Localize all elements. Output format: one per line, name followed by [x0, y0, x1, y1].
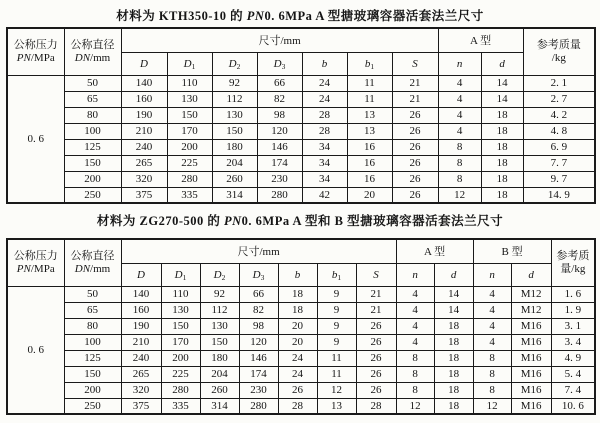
table-cell: 130: [161, 302, 200, 318]
table-cell: 11: [347, 91, 392, 107]
col-header-ref-mass: [551, 239, 595, 286]
table-cell: 180: [212, 139, 257, 155]
col-header-b1: $b_1$: [317, 263, 356, 286]
table-cell: 18: [481, 187, 523, 203]
table-cell: 4: [438, 91, 481, 107]
table1-title-prefix: 材料为 KTH350-10 的: [116, 9, 247, 23]
table-cell: 7. 4: [551, 382, 595, 398]
table-cell: 21: [356, 286, 396, 302]
table-cell: 14. 9: [523, 187, 595, 203]
diameter-symbol: DN: [74, 262, 91, 275]
table-cell: 9: [317, 334, 356, 350]
table-cell: 170: [161, 334, 200, 350]
table-cell: M16: [511, 398, 551, 414]
table-cell: 18: [434, 334, 473, 350]
table-row: [7, 171, 595, 187]
table-row: [7, 139, 595, 155]
table-row: [7, 155, 595, 171]
table-cell: 11: [317, 350, 356, 366]
table-cell: 4. 8: [523, 123, 595, 139]
table-cell: 24: [302, 75, 347, 91]
table-cell: 18: [278, 302, 317, 318]
table-cell: 250: [64, 398, 121, 414]
table-cell: 100: [64, 334, 121, 350]
table-cell: 21: [356, 302, 396, 318]
table-cell: 24: [278, 366, 317, 382]
col-header-D: D: [121, 263, 161, 286]
col-group-type-a: A 型: [396, 239, 473, 263]
table-cell: 210: [121, 123, 167, 139]
table-row: [7, 382, 595, 398]
table-cell: 26: [356, 334, 396, 350]
table-cell: 26: [356, 382, 396, 398]
table-cell: 65: [64, 91, 121, 107]
table-cell: 150: [64, 366, 121, 382]
table-cell: 4: [438, 75, 481, 91]
col-header-pressure: [7, 239, 64, 286]
table-cell: 34: [302, 171, 347, 187]
table-cell: 34: [302, 139, 347, 155]
table-cell: 8: [438, 171, 481, 187]
table-cell: 4: [396, 334, 434, 350]
table-cell: 24: [278, 350, 317, 366]
table-cell: 18: [434, 382, 473, 398]
table-cell: 230: [257, 171, 302, 187]
table-cell: 4: [396, 286, 434, 302]
table-cell: 150: [161, 318, 200, 334]
table-cell: 14: [481, 91, 523, 107]
table-cell: 4: [396, 302, 434, 318]
table-cell: 92: [212, 75, 257, 91]
table-cell: 190: [121, 107, 167, 123]
table-cell: 210: [121, 334, 161, 350]
table-cell: 4: [438, 107, 481, 123]
table-cell: 320: [121, 171, 167, 187]
table-cell: 204: [200, 366, 239, 382]
table-cell: M16: [511, 350, 551, 366]
table-cell: 26: [392, 171, 438, 187]
table-cell: 26: [392, 123, 438, 139]
table-cell: 18: [481, 155, 523, 171]
table-cell: 225: [161, 366, 200, 382]
table-cell: 16: [347, 155, 392, 171]
table-cell: 98: [257, 107, 302, 123]
col-header-b-n: n: [473, 263, 511, 286]
table-cell: 146: [239, 350, 278, 366]
table1-title: [6, 5, 594, 27]
col-header-D2: $D_2$: [200, 263, 239, 286]
table-row: [7, 75, 595, 91]
diameter-label-cn: 公称直径: [70, 39, 115, 52]
table-cell: 4: [473, 318, 511, 334]
table2-title-rest: 0. 6MPa A 型和 B 型搪玻璃容器活套法兰尺寸: [241, 214, 504, 228]
table-cell: 28: [302, 123, 347, 139]
table-cell: 4: [438, 123, 481, 139]
table-cell: 18: [481, 171, 523, 187]
table-cell: 140: [121, 75, 167, 91]
ref-mass-line2: 量/kg: [560, 262, 586, 275]
table-cell: 174: [257, 155, 302, 171]
table-cell: 18: [278, 286, 317, 302]
table-cell: 4: [473, 334, 511, 350]
table-cell: 4: [473, 302, 511, 318]
table2-body: [7, 286, 595, 414]
table-cell: 20: [278, 334, 317, 350]
table-cell: 314: [200, 398, 239, 414]
table-cell: 280: [239, 398, 278, 414]
table-cell: 204: [212, 155, 257, 171]
table-row: [7, 107, 595, 123]
table-cell: 240: [121, 350, 161, 366]
pressure-unit: /MPa: [30, 51, 55, 64]
table-cell: 320: [121, 382, 161, 398]
kth350-flange-table: [6, 27, 596, 204]
table-cell: 13: [317, 398, 356, 414]
table-row: [7, 318, 595, 334]
table-cell: 8: [438, 155, 481, 171]
table-cell: 150: [167, 107, 212, 123]
table-cell: 100: [64, 123, 121, 139]
table-cell: 4: [396, 318, 434, 334]
table-cell: 66: [239, 286, 278, 302]
pressure-value-cell: 0. 6: [7, 286, 64, 414]
table1-title-pn: PN: [246, 9, 265, 23]
table-cell: 280: [161, 382, 200, 398]
table-cell: 28: [356, 398, 396, 414]
table-cell: 18: [481, 107, 523, 123]
table-cell: 150: [212, 123, 257, 139]
table-cell: 92: [200, 286, 239, 302]
col-header-S: S: [392, 52, 438, 75]
table-cell: 18: [481, 123, 523, 139]
table-cell: 170: [167, 123, 212, 139]
table-cell: 130: [212, 107, 257, 123]
table-cell: 4. 2: [523, 107, 595, 123]
table-cell: M12: [511, 286, 551, 302]
table-cell: 180: [200, 350, 239, 366]
table-cell: 4: [473, 286, 511, 302]
table-cell: 9: [317, 318, 356, 334]
diameter-label-cn: 公称直径: [70, 250, 115, 263]
table-cell: 1. 6: [551, 286, 595, 302]
pressure-symbol: PN: [16, 262, 31, 275]
table-cell: 14: [434, 302, 473, 318]
table-row: [7, 334, 595, 350]
table-cell: 28: [278, 398, 317, 414]
table2-title-prefix: 材料为 ZG270-500 的: [96, 214, 224, 228]
col-group-type-a: A 型: [438, 28, 523, 52]
col-header-D3: $D_3$: [257, 52, 302, 75]
pressure-label-cn: 公称压力: [13, 250, 58, 263]
table-cell: 8: [473, 350, 511, 366]
table-cell: 13: [347, 107, 392, 123]
table-cell: 260: [212, 171, 257, 187]
table1-body: [7, 75, 595, 203]
table-cell: 200: [64, 382, 121, 398]
table-cell: 24: [302, 91, 347, 107]
table-cell: 26: [356, 318, 396, 334]
table-cell: 80: [64, 318, 121, 334]
table-cell: 18: [434, 318, 473, 334]
table-cell: 120: [239, 334, 278, 350]
table-cell: 20: [347, 187, 392, 203]
table-cell: 10. 6: [551, 398, 595, 414]
table-row: [7, 187, 595, 203]
table-cell: 16: [347, 139, 392, 155]
col-group-type-b: B 型: [473, 239, 551, 263]
table-cell: 8: [473, 366, 511, 382]
table-cell: 11: [317, 366, 356, 382]
table-cell: 2. 7: [523, 91, 595, 107]
table-cell: 120: [257, 123, 302, 139]
col-header-pressure: [7, 28, 64, 75]
table-cell: 28: [302, 107, 347, 123]
col-header-D2: $D_2$: [212, 52, 257, 75]
table-cell: 4. 9: [551, 350, 595, 366]
table-cell: 335: [167, 187, 212, 203]
table-cell: 26: [278, 382, 317, 398]
col-header-b1: $b_1$: [347, 52, 392, 75]
table-cell: 8: [396, 382, 434, 398]
table-cell: 7. 7: [523, 155, 595, 171]
col-header-a-d: d: [481, 52, 523, 75]
table-cell: 250: [64, 187, 121, 203]
col-header-b-d: d: [511, 263, 551, 286]
table-cell: 140: [121, 286, 161, 302]
table-cell: 230: [239, 382, 278, 398]
table-cell: 18: [434, 350, 473, 366]
table-cell: 9: [317, 286, 356, 302]
table-cell: 130: [200, 318, 239, 334]
table-cell: 174: [239, 366, 278, 382]
pressure-unit: /MPa: [30, 262, 55, 275]
table-cell: 16: [347, 171, 392, 187]
table-cell: 200: [167, 139, 212, 155]
table-cell: 190: [121, 318, 161, 334]
table2-title-pn: PN: [224, 214, 242, 228]
col-header-diameter: [64, 28, 121, 75]
table-cell: 26: [356, 350, 396, 366]
table-cell: 200: [161, 350, 200, 366]
table-cell: 110: [167, 75, 212, 91]
table-cell: 8: [438, 139, 481, 155]
table-cell: 42: [302, 187, 347, 203]
table-cell: 82: [239, 302, 278, 318]
table-cell: 110: [161, 286, 200, 302]
ref-mass-line1: 参考质量: [536, 39, 581, 52]
table-cell: 26: [392, 107, 438, 123]
pressure-label-cn: 公称压力: [13, 39, 58, 52]
table-cell: M16: [511, 382, 551, 398]
col-header-S: S: [356, 263, 396, 286]
table-cell: 50: [64, 286, 121, 302]
pressure-value-cell: 0. 6: [7, 75, 64, 203]
table-cell: 8: [396, 366, 434, 382]
col-group-dimensions: 尺寸/mm: [121, 28, 438, 52]
table-cell: 18: [481, 139, 523, 155]
table2-title: [6, 210, 594, 232]
table-cell: 5. 4: [551, 366, 595, 382]
table-cell: 225: [167, 155, 212, 171]
table-cell: 3. 1: [551, 318, 595, 334]
table-cell: 20: [278, 318, 317, 334]
diameter-unit: /mm: [90, 262, 111, 275]
table-cell: 146: [257, 139, 302, 155]
col-header-b: b: [302, 52, 347, 75]
table-cell: 2. 1: [523, 75, 595, 91]
table-row: [7, 302, 595, 318]
col-header-D3: $D_3$: [239, 263, 278, 286]
table-cell: 112: [212, 91, 257, 107]
table-cell: 265: [121, 366, 161, 382]
table-cell: 26: [356, 366, 396, 382]
col-header-D1: $D_1$: [161, 263, 200, 286]
ref-mass-line2: /kg: [551, 51, 566, 64]
table-cell: 12: [317, 382, 356, 398]
table-cell: 26: [392, 139, 438, 155]
table-cell: 26: [392, 187, 438, 203]
table-cell: 375: [121, 398, 161, 414]
table-cell: 335: [161, 398, 200, 414]
ref-mass-line1: 参考质: [556, 250, 590, 263]
table-cell: 200: [64, 171, 121, 187]
table-cell: 150: [64, 155, 121, 171]
table-cell: 280: [257, 187, 302, 203]
table-cell: 160: [121, 91, 167, 107]
table-cell: 14: [434, 286, 473, 302]
table-cell: 160: [121, 302, 161, 318]
table-cell: 240: [121, 139, 167, 155]
table-cell: 6. 9: [523, 139, 595, 155]
table-row: [7, 398, 595, 414]
table-cell: 12: [396, 398, 434, 414]
table-cell: 11: [347, 75, 392, 91]
table-cell: 50: [64, 75, 121, 91]
pressure-symbol: PN: [16, 51, 31, 64]
col-header-ref-mass: [523, 28, 595, 75]
table-cell: 125: [64, 139, 121, 155]
table-cell: M12: [511, 302, 551, 318]
zg270-flange-table: [6, 238, 596, 415]
table-row: [7, 123, 595, 139]
table-row: [7, 91, 595, 107]
table-cell: M16: [511, 334, 551, 350]
table-cell: 21: [392, 75, 438, 91]
col-group-dimensions: 尺寸/mm: [121, 239, 396, 263]
col-header-a-n: n: [438, 52, 481, 75]
table-cell: 3. 4: [551, 334, 595, 350]
col-header-a-n: n: [396, 263, 434, 286]
table-cell: 1. 9: [551, 302, 595, 318]
table-cell: 150: [200, 334, 239, 350]
table-cell: 265: [121, 155, 167, 171]
table-cell: 375: [121, 187, 167, 203]
diameter-unit: /mm: [90, 51, 111, 64]
table-row: [7, 366, 595, 382]
table-cell: 12: [473, 398, 511, 414]
table-cell: 112: [200, 302, 239, 318]
table-cell: 12: [438, 187, 481, 203]
table-cell: 280: [167, 171, 212, 187]
table-cell: 98: [239, 318, 278, 334]
table-cell: 21: [392, 91, 438, 107]
table-cell: 8: [396, 350, 434, 366]
col-header-diameter: [64, 239, 121, 286]
table-cell: 125: [64, 350, 121, 366]
table-cell: 80: [64, 107, 121, 123]
table-cell: 314: [212, 187, 257, 203]
table-cell: 13: [347, 123, 392, 139]
col-header-a-d: d: [434, 263, 473, 286]
table1-title-rest: 0. 6MPa A 型搪玻璃容器活套法兰尺寸: [264, 9, 484, 23]
table-cell: 18: [434, 398, 473, 414]
col-header-D1: $D_1$: [167, 52, 212, 75]
table-cell: 9: [317, 302, 356, 318]
table-cell: 14: [481, 75, 523, 91]
col-header-D: D: [121, 52, 167, 75]
table-cell: M16: [511, 318, 551, 334]
table-cell: 66: [257, 75, 302, 91]
diameter-symbol: DN: [74, 51, 91, 64]
table-cell: 82: [257, 91, 302, 107]
table-row: [7, 350, 595, 366]
table-cell: M16: [511, 366, 551, 382]
table-cell: 18: [434, 366, 473, 382]
table-cell: 260: [200, 382, 239, 398]
table-cell: 26: [392, 155, 438, 171]
table-row: [7, 286, 595, 302]
table-cell: 9. 7: [523, 171, 595, 187]
table-cell: 65: [64, 302, 121, 318]
table-cell: 8: [473, 382, 511, 398]
col-header-b: b: [278, 263, 317, 286]
table-cell: 34: [302, 155, 347, 171]
table-cell: 130: [167, 91, 212, 107]
